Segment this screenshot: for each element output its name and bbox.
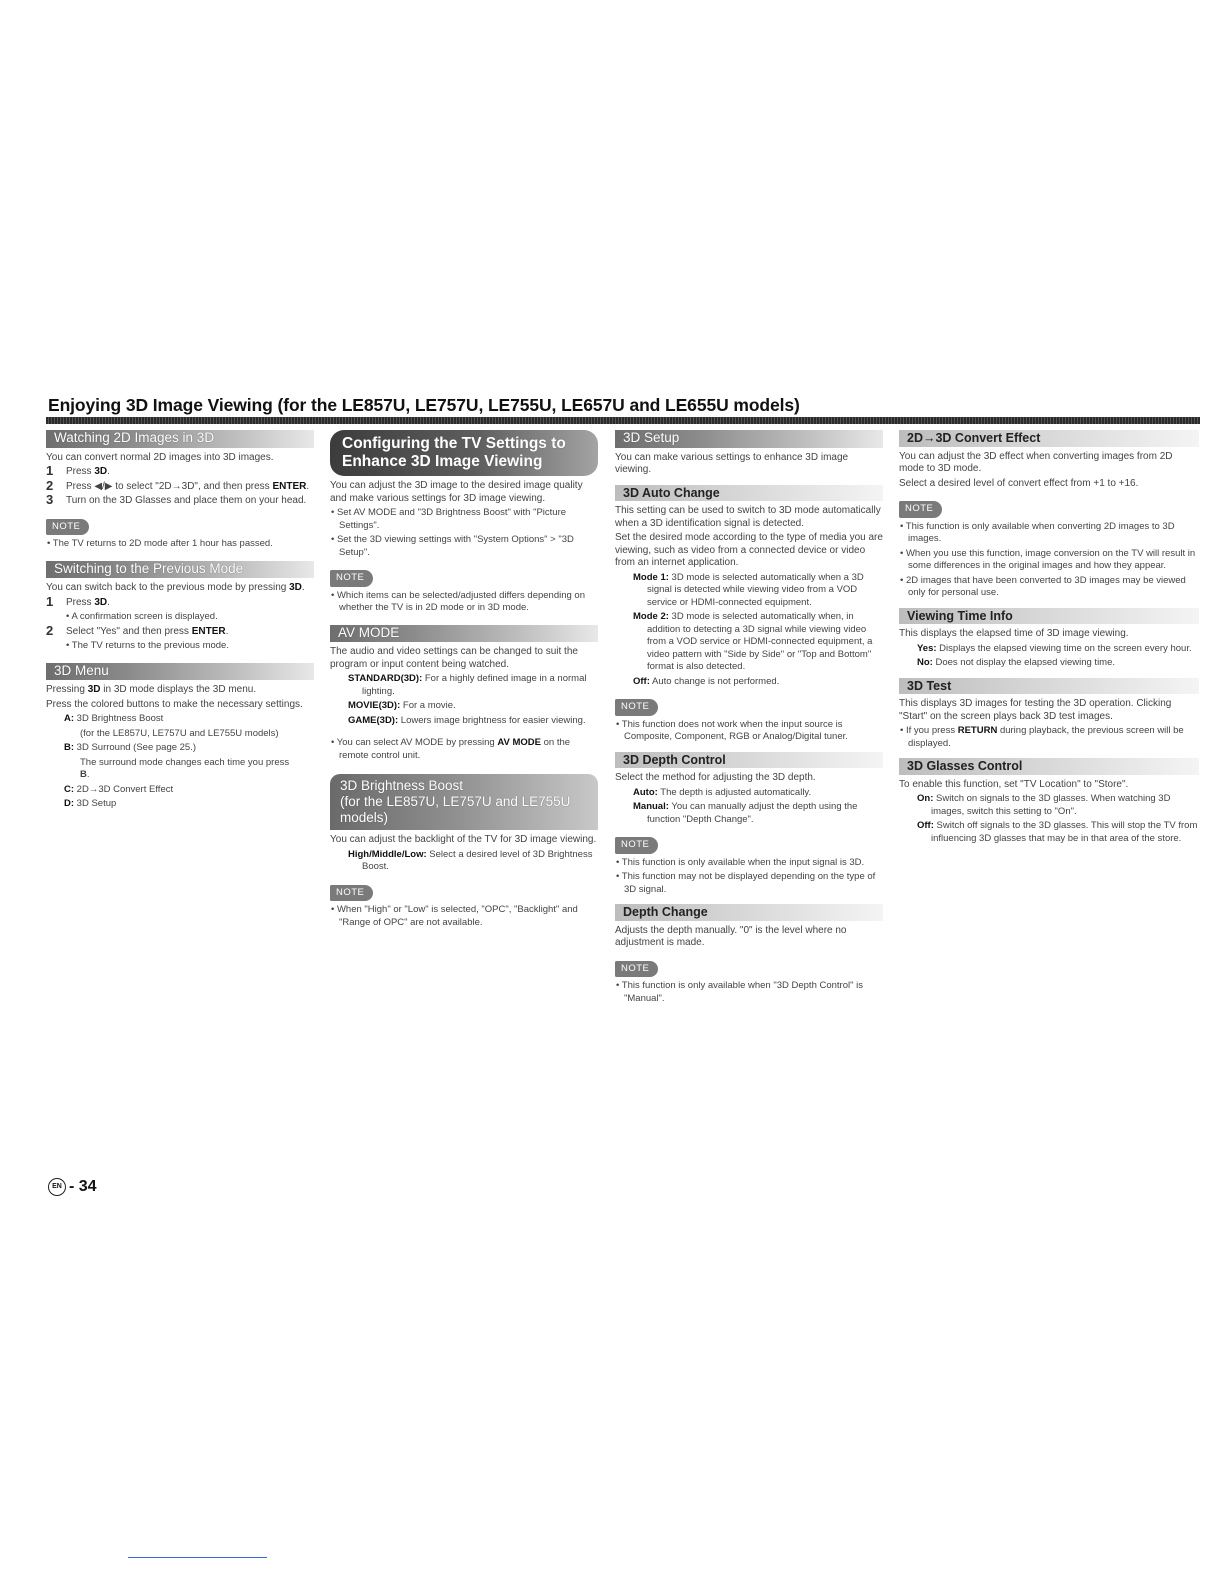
avmode-standard: STANDARD(3D): For a highly defined image in a normal lighting. [348,673,587,697]
glasses-off: Off: Switch off signals to the 3D glasses. This will stop the TV from influencing 3D glasses that may be in that area of the store. [917,820,1198,844]
avmode-movie: MOVIE(3D): For a movie. [348,700,456,711]
depth-change-intro: Adjusts the depth manually. "0" is the level where no adjustment is made. [615,924,847,948]
auto-change-note: • This function does not work when the input source is Composite, Component, RGB or Analog/Digital tuner. [616,718,848,742]
auto-change-p2: Set the desired mode according to the type of media you are viewing, such as video from a connected device or video from an internet application. [615,532,883,568]
avmode-bullet: • You can select AV MODE by pressing AV MODE on the remote control unit. [331,737,571,761]
viewing-time-no: No: Does not display the elapsed viewing time. [917,657,1116,668]
page-number: - 34 [69,1178,97,1195]
setup-intro: You can make various settings to enhance 3D image viewing. [615,451,849,475]
column-4 [899,428,1199,847]
test-bullet: • If you press RETURN during playback, the previous screen will be displayed. [900,725,1184,749]
test-intro: This displays 3D images for testing the 3D operation. Clicking "Start" on the screen plays back 3D test images. [899,698,1172,722]
watching-note: • The TV returns to 2D mode after 1 hour has passed. [47,538,273,549]
subheading-viewing-time: Viewing Time Info [899,608,1199,625]
config-note: • Which items can be selected/adjusted differs depending on whether the TV is in 2D mode or in 3D mode. [331,589,585,613]
glasses-on: On: Switch on signals to the 3D glasses. When watching 3D images, switch this setting to "On". [917,793,1171,817]
section-heading-3d-menu: 3D Menu [46,663,314,681]
section-heading-brightness-boost: 3D Brightness Boost (for the LE857U, LE757U and LE755U models) [330,774,598,830]
menu-item-a: A: 3D Brightness Boost [64,713,164,724]
convert-note-1: • This function is only available when converting 2D images to 3D images. [900,520,1175,544]
auto-change-mode-2: Mode 2: 3D mode is selected automatically when, in addition to detecting a 3D signal while viewing video from a VOD service or HDMI-connected equipment, a video pattern with "Side by Side" or "Top and Bottom" format is also detected. [633,611,873,672]
depth-change-note: • This function is only available when "3D Depth Control" is "Manual". [616,980,863,1004]
auto-change-off: Off: Auto change is not performed. [633,675,780,687]
convert-note-2: • When you use this function, image conversion on the TV will result in some differences in the original images and how they appear. [900,547,1196,571]
brightness-note: • When "High" or "Low" is selected, "OPC", "Backlight" and "Range of OPC" are not available. [331,904,578,928]
subheading-auto-change: 3D Auto Change [615,485,883,502]
section-heading-configuring: Configuring the TV Settings to Enhance 3D Image Viewing [330,430,598,476]
subheading-3d-test: 3D Test [899,678,1199,695]
convert-note-3: • 2D images that have been converted to 3D images may be viewed only for personal use. [900,574,1186,598]
switching-step-1-sub: • A confirmation screen is displayed. [66,611,218,622]
watching-step-1: 1 Press 3D. [46,463,110,478]
depth-control-manual: Manual: You can manually adjust the depth using the function "Depth Change". [633,801,858,825]
subheading-depth-control: 3D Depth Control [615,752,883,769]
brightness-levels: High/Middle/Low: Select a desired level of 3D Brightness Boost. [348,848,593,872]
switching-step-2-sub: • The TV returns to the previous mode. [66,640,229,651]
menu-item-d: D: 3D Setup [64,798,117,809]
subheading-depth-change: Depth Change [615,904,883,921]
switching-step-2: 2 Select "Yes" and then press ENTER. [46,622,229,638]
avmode-intro: The audio and video settings can be changed to suit the program or input content being watched. [330,646,578,670]
subheading-glasses-control: 3D Glasses Control [899,758,1199,775]
subheading-convert-effect: 2D→3D Convert Effect [899,430,1199,447]
menu-intro: Pressing 3D in 3D mode displays the 3D menu. [46,684,257,695]
page-footer [48,1178,97,1196]
config-bullet-1: • Set AV MODE and "3D Brightness Boost" with "Picture Settings". [331,507,567,531]
avmode-game: GAME(3D): Lowers image brightness for easier viewing. [348,714,586,726]
viewing-time-yes: Yes: Displays the elapsed viewing time on the screen every hour. [917,642,1192,654]
language-badge-icon: EN [48,1178,66,1196]
bottom-rule [128,1557,267,1558]
config-intro: You can adjust the 3D image to the desired image quality and make various settings for 3D image viewing. [330,480,583,504]
config-bullet-2: • Set the 3D viewing settings with "System Options" > "3D Setup". [331,534,574,558]
convert-p2: Select a desired level of convert effect from +1 to +16. [899,477,1139,489]
section-heading-watching: Watching 2D Images in 3D [46,430,314,448]
depth-control-note-1: • This function is only available when the input signal is 3D. [616,856,865,868]
note-label: NOTE [615,699,658,716]
section-heading-3d-setup: 3D Setup [615,430,883,448]
switching-intro: You can switch back to the previous mode by pressing 3D. [46,582,305,593]
watching-step-2: 2 Press ◀/▶ to select "2D→3D", and then press ENTER. [46,477,310,493]
convert-p1: You can adjust the 3D effect when converting images from 2D mode to 3D mode. [899,450,1173,474]
auto-change-p1: This setting can be used to switch to 3D mode automatically when a 3D identification signal is detected. [615,505,881,529]
watching-intro: You can convert normal 2D images into 3D images. [46,451,274,463]
note-label: NOTE [615,961,658,978]
auto-change-mode-1: Mode 1: 3D mode is selected automatically when a 3D signal is detected while viewing video from a VOD service or HDMI-connected equipment. [633,571,864,608]
brightness-intro: You can adjust the backlight of the TV for 3D image viewing. [330,834,597,845]
menu-item-b: B: 3D Surround (See page 25.) [64,742,197,753]
depth-control-intro: Select the method for adjusting the 3D depth. [615,772,816,783]
menu-item-a-sub: (for the LE857U, LE757U and LE755U models) [80,727,279,739]
depth-control-note-2: • This function may not be displayed depending on the type of 3D signal. [616,871,876,895]
section-heading-av-mode: AV MODE [330,625,598,643]
note-label: NOTE [330,570,373,587]
glasses-intro: To enable this function, set "TV Location" to "Store". [899,778,1129,790]
viewing-time-intro: This displays the elapsed time of 3D image viewing. [899,628,1129,639]
column-3 [615,428,883,1007]
page-title: Enjoying 3D Image Viewing (for the LE857U, LE757U, LE755U, LE657U and LE655U models) [48,395,800,415]
depth-control-auto: Auto: The depth is adjusted automatically. [633,786,812,798]
note-label: NOTE [615,837,658,854]
menu-item-b-sub: The surround mode changes each time you press B. [80,756,290,780]
note-label: NOTE [46,519,89,536]
menu-intro-2: Press the colored buttons to make the necessary settings. [46,698,303,710]
column-1 [46,428,314,813]
note-label: NOTE [899,501,942,518]
title-rule [46,417,1200,424]
watching-step-3: 3 Turn on the 3D Glasses and place them on your head. [46,492,307,507]
note-label: NOTE [330,885,373,902]
switching-step-1: 1 Press 3D. [46,593,110,609]
menu-item-c: C: 2D→3D Convert Effect [64,783,174,795]
section-heading-switching: Switching to the Previous Mode [46,561,314,579]
column-2 [330,428,598,931]
